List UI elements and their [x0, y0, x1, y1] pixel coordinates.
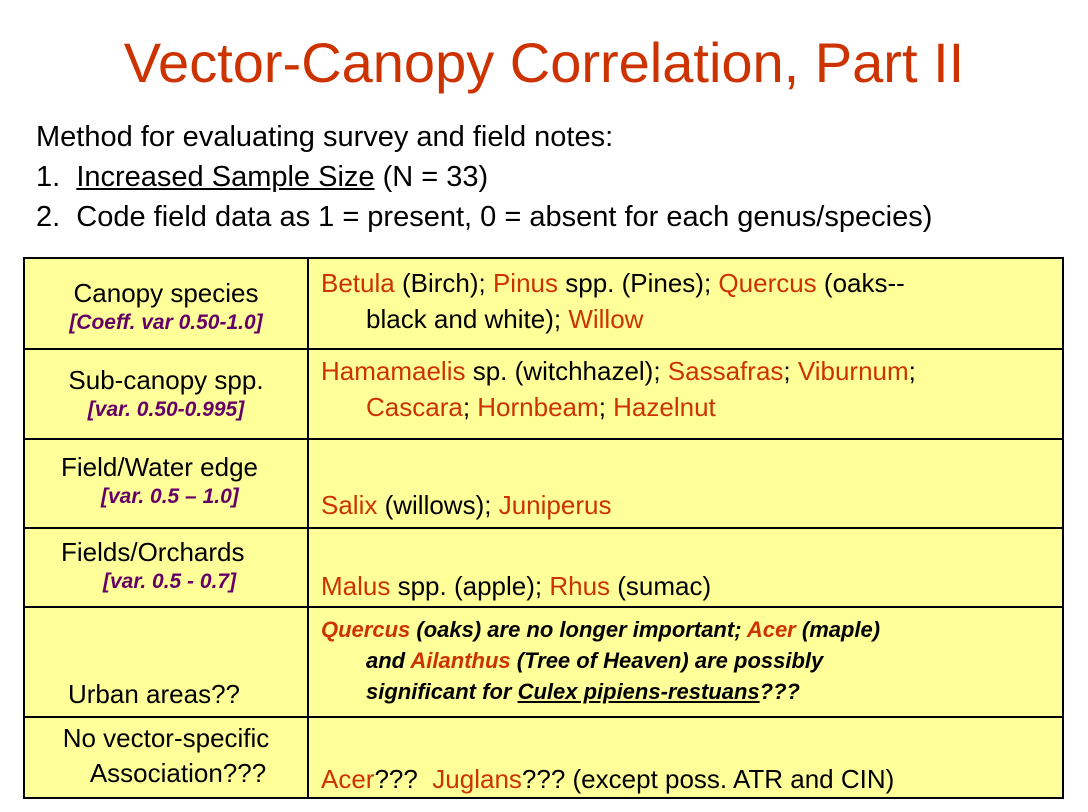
genus: Hornbeam: [477, 392, 599, 422]
culex-species: Culex pipiens-restuans: [517, 678, 760, 704]
intro-line-1: Method for evaluating survey and field notes:: [36, 121, 614, 153]
genus: Hazelnut: [613, 392, 716, 422]
desc-text: (oaks--: [816, 267, 905, 298]
row-label: Sub-canopy spp.: [68, 365, 264, 395]
genus: Juniperus: [498, 490, 612, 520]
genus: Willow: [568, 303, 644, 334]
row-label: Canopy species: [73, 277, 259, 308]
table-row: [24, 528, 1063, 607]
row-label-cell: [24, 258, 308, 349]
row-desc-cell: [308, 258, 1063, 349]
genus: Pinus: [492, 267, 559, 298]
row-label: Field/Water edge: [61, 451, 259, 482]
table-row: [24, 607, 1063, 717]
slide-title: Vector-Canopy Correlation, Part II: [123, 31, 965, 94]
row-label-cell: [24, 439, 308, 528]
row-desc: [309, 265, 1062, 337]
genus: Rhus: [549, 571, 611, 601]
row-label: Urban areas??: [68, 679, 240, 709]
desc-text: ;: [783, 356, 798, 386]
desc-text: significant for: [366, 678, 518, 704]
row-variance: [Coeff. var 0.50-1.0]: [69, 310, 263, 334]
intro-line-3: 2. Code field data as 1 = present, 0 = absent for each genus/species): [36, 201, 933, 233]
desc-text: ;: [462, 392, 478, 422]
desc-text: black and white);: [366, 303, 569, 334]
row-desc: [309, 568, 1062, 604]
table-row: [24, 717, 1063, 798]
genus: Ailanthus: [410, 647, 511, 673]
genus: Betula: [321, 267, 395, 298]
canopy-table: [23, 257, 1064, 799]
row-desc: [309, 761, 1062, 797]
desc-text: sp. (witchhazel);: [465, 356, 668, 386]
genus: Hamamaelis: [321, 356, 466, 386]
row-label-cell: [24, 607, 308, 717]
row-desc: [309, 487, 1062, 523]
desc-text: (Birch);: [394, 267, 493, 298]
row-desc: [309, 353, 1062, 425]
row-desc-cell: [308, 439, 1063, 528]
desc-text: ;: [598, 392, 614, 422]
table-row: [24, 349, 1063, 439]
desc-text: ;: [908, 356, 916, 386]
row-desc-cell: [308, 349, 1063, 439]
desc-text: (sumac): [610, 571, 712, 601]
desc-text: (maple): [795, 616, 881, 642]
row-variance: [var. 0.5 - 0.7]: [103, 569, 237, 593]
row-variance: [var. 0.5 – 1.0]: [101, 484, 239, 508]
desc-text: (oaks) are no longer important;: [410, 616, 747, 642]
intro-line-2-underlined: Increased Sample Size: [76, 161, 375, 193]
row-label-line-2: Association???: [89, 757, 267, 788]
genus: Viburnum: [797, 356, 909, 386]
intro-text: [36, 117, 932, 237]
desc-text: and: [366, 647, 411, 673]
desc-text: spp. (Pines);: [558, 267, 719, 298]
row-desc-cell: [308, 607, 1063, 717]
row-desc-cell: [308, 717, 1063, 798]
genus: Sassafras: [667, 356, 784, 386]
intro-line-2-prefix: 1.: [36, 161, 77, 193]
genus: Cascara: [366, 392, 463, 422]
genus: Quercus: [321, 616, 411, 642]
table-row: [24, 439, 1063, 528]
row-label: Fields/Orchards: [61, 536, 245, 567]
row-variance: [var. 0.50-0.995]: [87, 398, 245, 421]
table-row: [24, 258, 1063, 349]
genus: Malus: [321, 571, 391, 601]
desc-text: spp. (apple);: [390, 571, 550, 601]
desc-text: ??? (except poss. ATR and CIN): [521, 764, 895, 794]
row-label-line-1: No vector-specific: [62, 722, 270, 753]
row-label-cell: [24, 717, 308, 798]
genus: Acer: [746, 616, 796, 642]
row-desc-cell: [308, 528, 1063, 607]
genus: Salix: [321, 490, 378, 520]
desc-text: ???: [374, 764, 433, 794]
genus: Acer: [321, 764, 375, 794]
intro-line-2: [36, 157, 932, 197]
desc-text: (Tree of Heaven) are possibly: [510, 647, 824, 673]
row-label-cell: [24, 349, 308, 439]
desc-text: (willows);: [377, 490, 499, 520]
intro-line-2-suffix: (N = 33): [374, 161, 489, 193]
genus: Quercus: [718, 267, 817, 298]
desc-text: ???: [759, 678, 800, 704]
genus: Juglans: [432, 764, 522, 794]
row-desc: [309, 614, 1062, 707]
row-label-cell: [24, 528, 308, 607]
